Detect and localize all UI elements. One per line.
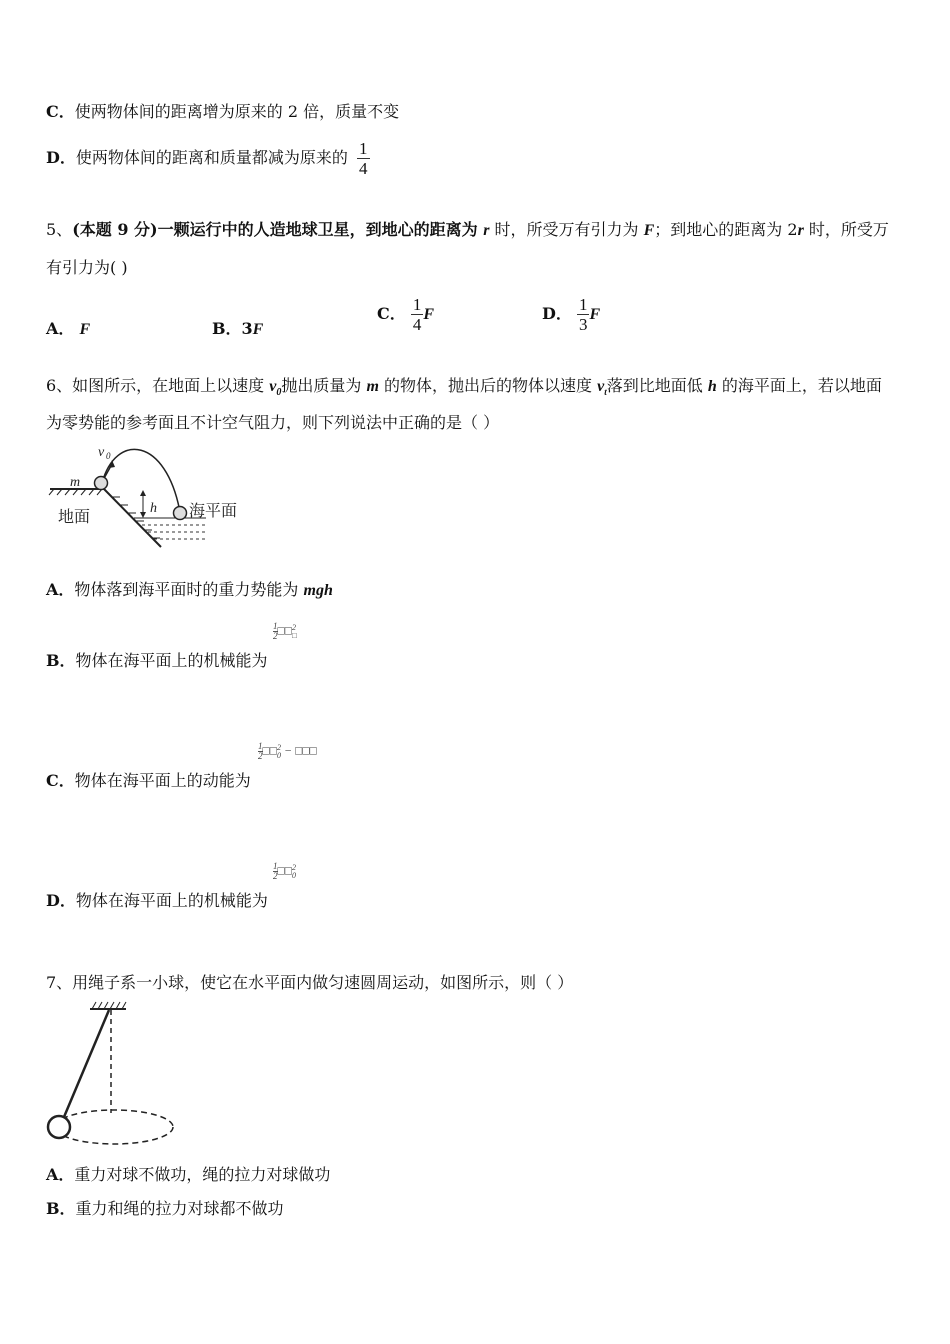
formula-c [258,742,317,761]
conical-pendulum-figure [44,1000,184,1150]
formula-sub: 0 [292,870,296,880]
option-label: A． [46,1165,75,1184]
m-label: m [70,475,81,490]
q6-option-a [46,579,333,602]
formula-sup: 2 [292,862,296,872]
q7-text: 7、用绳子系一小球，使它在水平面内做匀速圆周运动，如图所示，则（ ） [46,973,574,992]
option-var: F [252,321,264,338]
fraction-denominator: 4 [359,159,368,178]
option-text: 物体在海平面上的机械能为 [75,891,268,910]
q5-text-part: (本题 9 分)一颗运行中的人造地球卫星，到地心的距离为 [72,220,484,239]
option-label: D． [46,148,76,167]
formula-scripts [292,864,296,880]
ground-label: 地面 [58,507,91,526]
fraction-one-quarter [411,295,424,334]
formula-b [273,622,297,641]
var-r: r [483,222,490,239]
formula-sup: 2 [292,622,296,632]
q5-option-c [377,292,434,337]
q5-option-a [46,316,90,339]
var-v0-sub: 0 [276,387,282,399]
var-r: r [797,222,804,239]
v0-label-sub: 0 [106,451,111,461]
q5-text-part: 有引力为( ) [46,258,128,277]
var-h: h [707,378,717,395]
formula-body: □□ [262,743,277,758]
ball-start [95,477,108,490]
var-F: F [643,222,655,239]
formula-tail: − □□□ [281,743,317,758]
option-text: 物体落到海平面时的重力势能为 [74,580,304,599]
v0-label: v [98,445,105,460]
option-var: F [79,321,91,338]
q6-stem-line1 [46,375,882,404]
fraction-numerator: 1 [578,295,588,314]
fraction-denominator: 2 [258,751,263,761]
fraction-denominator: 3 [578,315,588,334]
q4-option-d [46,136,370,180]
formula-sup: 2 [277,742,281,752]
fraction-numerator: 1 [273,861,278,871]
option-text: 使两物体间的距离增为原来的 2 倍，质量不变 [74,102,400,121]
formula-sub: □ [292,630,297,640]
q6-text-part: 的物体，抛出后的物体以速度 [378,376,598,395]
formula-body: □□ [277,863,292,878]
option-label: C． [46,771,75,790]
fraction-numerator: 1 [359,139,368,158]
fraction-denominator: 2 [273,871,278,881]
q5-stem-line1 [46,219,889,242]
q6-option-c [46,770,251,792]
option-label: A． [46,580,75,599]
option-text: 重力对球不做功，绳的拉力对球做功 [74,1165,331,1184]
fraction-denominator: 4 [412,315,422,334]
fraction-one-quarter [357,139,370,178]
option-var: mgh [303,582,333,599]
formula-sub: 0 [277,750,281,760]
q5-option-d [542,292,600,337]
h-arrow-down [140,512,146,518]
q5-text-part: 时，所受万有引力为 [489,220,644,239]
q7-option-a [46,1164,330,1186]
q5-text-part: ；到地心的距离为 2 [654,220,798,239]
option-var: F [589,306,601,323]
q7-stem [46,972,573,994]
sea-label: 海平面 [189,501,238,520]
var-vt-sub: t [604,387,607,398]
q6-text-part: 抛出质量为 [281,376,367,395]
ball-sea [174,507,187,520]
option-label: B． [46,1199,76,1218]
var-m: m [366,378,379,395]
q6-option-d [46,890,268,912]
q4-option-c [46,101,399,123]
option-label: A． [46,319,75,338]
option-coef: 3 [241,319,253,338]
q5-stem-line2 [46,257,128,279]
q6-text-part: 的海平面上，若以地面 [716,376,882,395]
formula-d [273,862,296,881]
q5-option-b [212,316,263,339]
q6-option-b [46,650,268,672]
option-text: 物体在海平面上的机械能为 [75,651,268,670]
q6-stem-line2 [46,412,499,434]
option-label: D． [542,304,572,323]
h-arrow-up [140,490,146,496]
q7-option-b [46,1198,284,1220]
q6-text-part: 6、如图所示，在地面上以速度 [46,376,270,395]
formula-body: □□ [277,623,292,638]
q5-text-part: 时，所受万 [803,220,889,239]
var-v0: v [269,378,277,395]
option-var: F [423,306,435,323]
option-text: 重力和绳的拉力对球都不做功 [75,1199,284,1218]
fraction-numerator: 1 [412,295,422,314]
q6-text-part: 为零势能的参考面且不计空气阻力，则下列说法中正确的是（ ） [46,413,500,432]
var-vt: v [597,378,605,395]
h-label: h [150,501,157,516]
option-label: B． [46,651,76,670]
orbit-path [55,1110,173,1144]
fraction-numerator: 1 [258,741,263,751]
option-label: C． [46,102,75,121]
ceiling-hatch [92,1002,126,1009]
option-text: 物体在海平面上的动能为 [74,771,251,790]
rope [64,1010,109,1117]
fraction-numerator: 1 [273,621,278,631]
question-number: 5、 [46,220,73,239]
q6-text-part: 落到比地面低 [606,376,708,395]
fraction-denominator: 2 [273,631,278,641]
pendulum-ball [48,1116,70,1138]
formula-scripts [292,624,297,640]
trajectory-curve [102,449,180,512]
fraction-one-third [577,295,590,334]
option-label: B． [212,319,242,338]
option-label: D． [46,891,76,910]
projectile-figure [46,442,256,552]
option-label: C． [377,304,406,323]
option-text: 使两物体间的距离和质量都减为原来的 [75,148,348,167]
